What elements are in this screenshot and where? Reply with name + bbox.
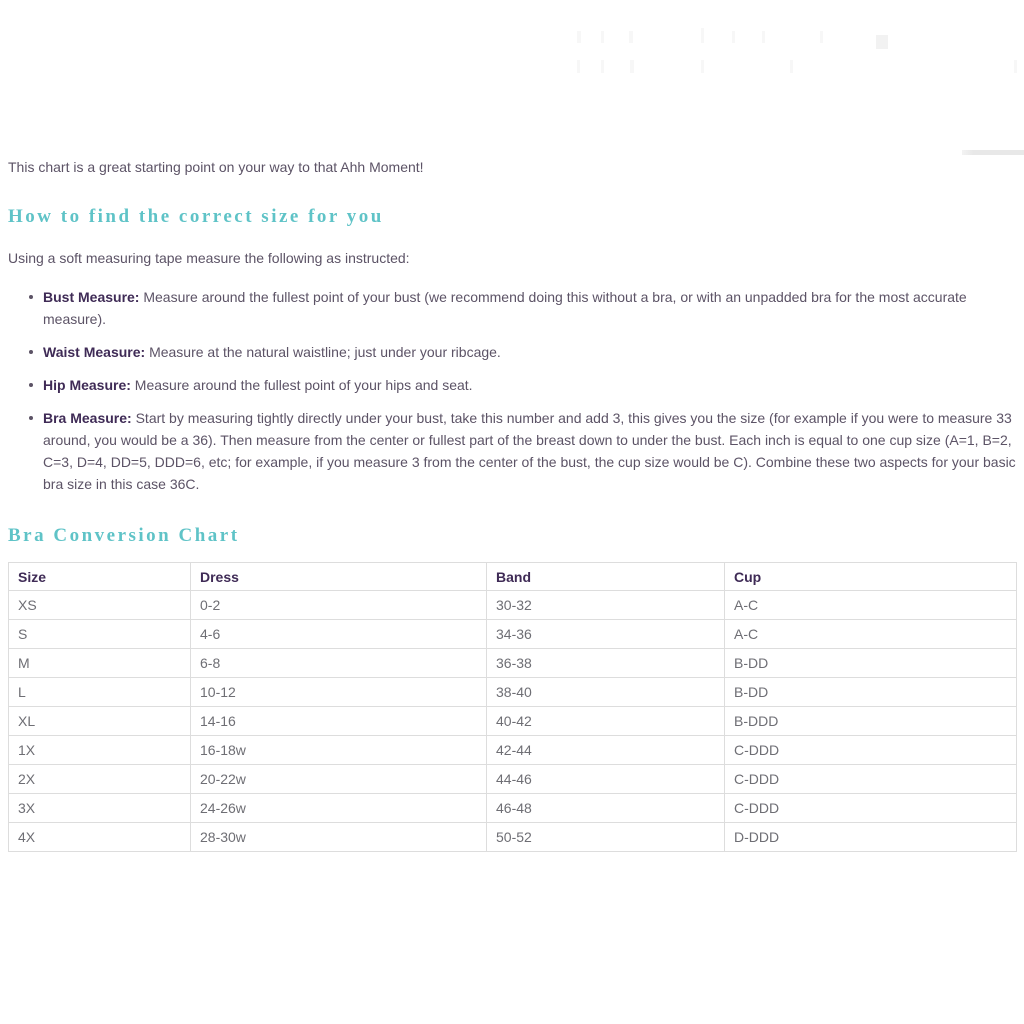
table-cell: 4X xyxy=(9,823,191,852)
waist-measure-text: Measure at the natural waistline; just under your ribcage. xyxy=(145,344,501,360)
ghost-header-artifact xyxy=(876,35,888,49)
list-item-bra xyxy=(8,407,1016,495)
table-cell: C-DDD xyxy=(725,736,1017,765)
table-row xyxy=(9,707,1017,736)
table-cell: XS xyxy=(9,591,191,620)
table-row xyxy=(9,765,1017,794)
list-item-hip xyxy=(8,374,1016,396)
table-cell: C-DDD xyxy=(725,765,1017,794)
ghost-header-artifact xyxy=(630,60,634,73)
ghost-header-artifact xyxy=(577,31,581,43)
table-row xyxy=(9,620,1017,649)
ghost-header-artifact xyxy=(701,60,704,73)
bra-measure-label: Bra Measure: xyxy=(43,410,132,426)
horizontal-scrollbar[interactable] xyxy=(962,150,1024,155)
ghost-header-artifact xyxy=(629,31,633,43)
table-cell: 6-8 xyxy=(191,649,487,678)
table-cell: 44-46 xyxy=(487,765,725,794)
table-cell: M xyxy=(9,649,191,678)
intro-text: This chart is a great starting point on your way to that Ahh Moment! xyxy=(8,159,424,175)
table-cell: 10-12 xyxy=(191,678,487,707)
table-cell: 40-42 xyxy=(487,707,725,736)
waist-measure-label: Waist Measure: xyxy=(43,344,146,360)
bra-conversion-table-body xyxy=(9,591,1017,852)
table-cell: A-C xyxy=(725,620,1017,649)
list-item-waist xyxy=(8,341,1016,363)
ghost-header-artifact xyxy=(577,60,580,73)
bra-measure-text: Start by measuring tightly directly under your bust, take this number and add 3, this gives you the size (for example if you were to measure 33 around, you would be a 36). Then measure from the center or fullest part of the breast down to under the bust. Each inch is equal to one cup size (A=1, B=2, C=3, D=4, DD=5, DDD=6, etc; for example, if you measure 3 from the center of the bust, the cup size would be C). Combine these two aspects for your basic bra size in this case 36C. xyxy=(43,410,1016,492)
column-header-dress: Dress xyxy=(191,563,487,591)
measure-list xyxy=(8,286,1016,495)
column-header-band: Band xyxy=(487,563,725,591)
hip-measure-text: Measure around the fullest point of your hips and seat. xyxy=(130,377,473,393)
bra-conversion-table xyxy=(8,562,1017,852)
table-cell: 30-32 xyxy=(487,591,725,620)
table-cell: 38-40 xyxy=(487,678,725,707)
table-cell: 14-16 xyxy=(191,707,487,736)
table-cell: S xyxy=(9,620,191,649)
table-cell: B-DD xyxy=(725,678,1017,707)
table-row xyxy=(9,591,1017,620)
table-cell: 42-44 xyxy=(487,736,725,765)
table-row xyxy=(9,736,1017,765)
list-item-bust xyxy=(8,286,1016,330)
table-cell: 28-30w xyxy=(191,823,487,852)
table-row xyxy=(9,649,1017,678)
table-cell: B-DD xyxy=(725,649,1017,678)
bust-measure-text: Measure around the fullest point of your bust (we recommend doing this without a bra, or with an unpadded bra for the most accurate measure). xyxy=(43,289,967,327)
table-cell: 4-6 xyxy=(191,620,487,649)
table-cell: 36-38 xyxy=(487,649,725,678)
column-header-cup: Cup xyxy=(725,563,1017,591)
table-cell: 20-22w xyxy=(191,765,487,794)
table-cell: 24-26w xyxy=(191,794,487,823)
table-cell: 1X xyxy=(9,736,191,765)
table-cell: B-DDD xyxy=(725,707,1017,736)
main-content xyxy=(8,0,1016,852)
table-row xyxy=(9,678,1017,707)
conversion-chart-heading: Bra Conversion Chart xyxy=(8,525,240,546)
ghost-header-artifact xyxy=(601,60,604,73)
table-cell: 2X xyxy=(9,765,191,794)
table-header-row xyxy=(9,563,1017,591)
ghost-header-artifact xyxy=(820,31,823,43)
table-cell: 16-18w xyxy=(191,736,487,765)
table-cell: 46-48 xyxy=(487,794,725,823)
table-row xyxy=(9,794,1017,823)
lead-text: Using a soft measuring tape measure the following as instructed: xyxy=(8,250,410,266)
ghost-header-artifact xyxy=(732,31,735,43)
table-cell: 34-36 xyxy=(487,620,725,649)
ghost-header-artifact xyxy=(701,28,704,43)
table-cell: D-DDD xyxy=(725,823,1017,852)
table-cell: 0-2 xyxy=(191,591,487,620)
ghost-header-artifact xyxy=(762,31,765,43)
table-cell: A-C xyxy=(725,591,1017,620)
column-header-size: Size xyxy=(9,563,191,591)
table-cell: L xyxy=(9,678,191,707)
table-cell: XL xyxy=(9,707,191,736)
table-cell: 50-52 xyxy=(487,823,725,852)
table-cell: C-DDD xyxy=(725,794,1017,823)
ghost-header-artifact xyxy=(790,60,793,73)
table-row xyxy=(9,823,1017,852)
how-to-heading: How to find the correct size for you xyxy=(8,206,384,227)
bust-measure-label: Bust Measure: xyxy=(43,289,140,305)
hip-measure-label: Hip Measure: xyxy=(43,377,131,393)
ghost-header-artifact xyxy=(601,31,604,43)
table-cell: 3X xyxy=(9,794,191,823)
ghost-header-artifact xyxy=(1014,60,1017,73)
